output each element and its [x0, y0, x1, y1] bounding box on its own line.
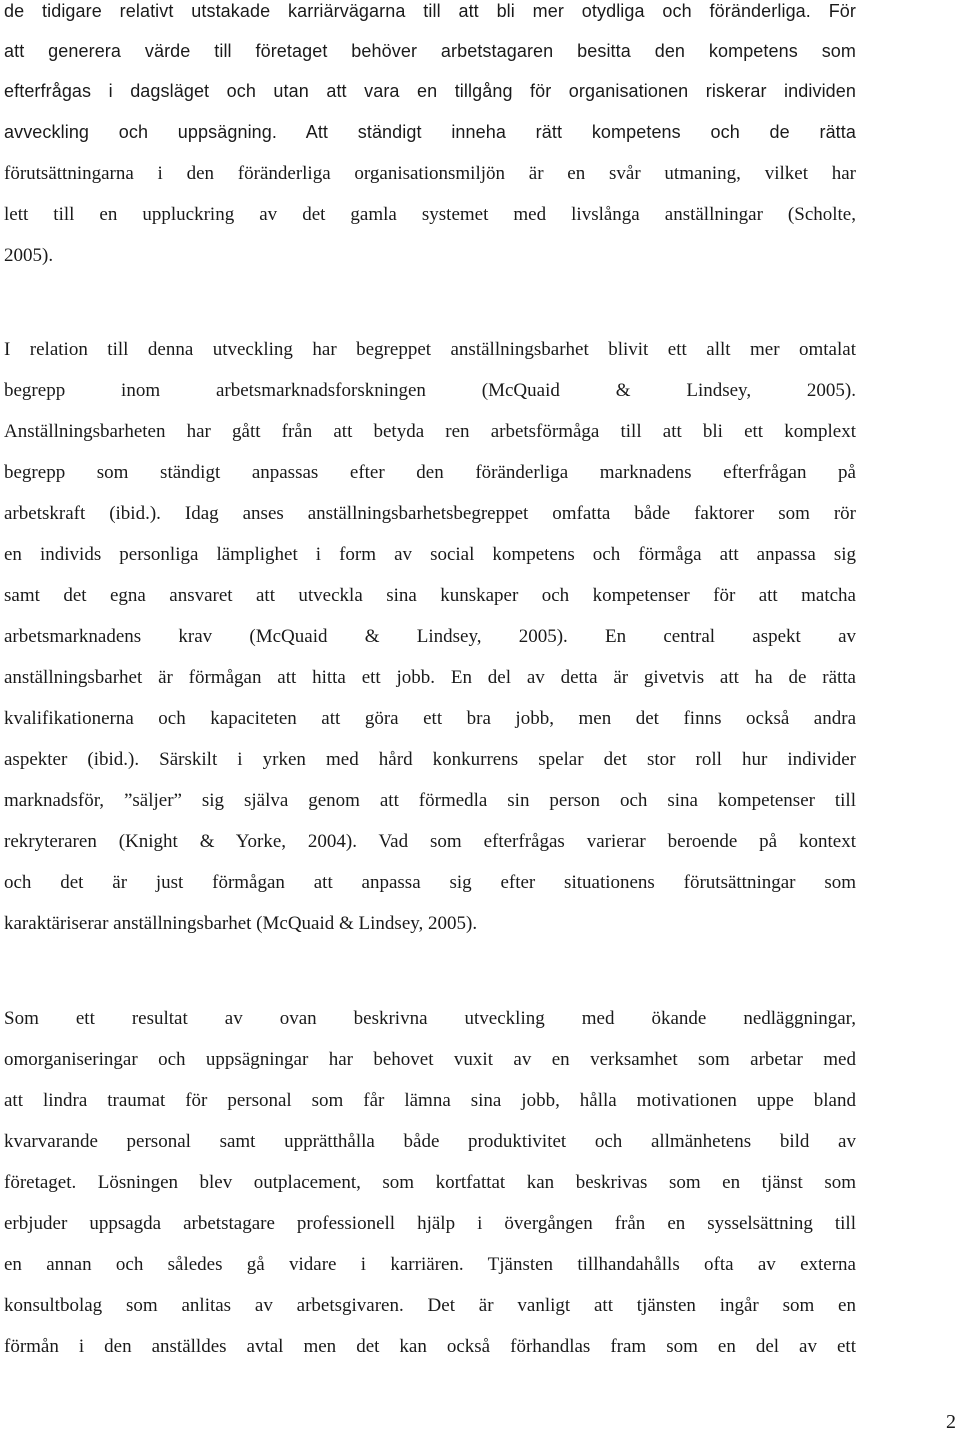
paragraph-1-line-2: att generera värde till företaget behöver arbetstagaren besitta den kompetens som: [4, 41, 856, 61]
paragraph-1-line-4: avveckling och uppsägning. Att ständigt inneha rätt kompetens och de rätta: [4, 122, 856, 142]
paragraph-1-line-6: lett till en uppluckring av det gamla systemet med livslånga anställningar (Scholte,: [4, 204, 856, 225]
paragraph-3-line-3: att lindra traumat för personal som får lämna sina jobb, hålla motivationen uppe bland: [4, 1090, 856, 1111]
paragraph-2-line-2: begrepp inom arbetsmarknadsforskningen (McQuaid & Lindsey, 2005).: [4, 380, 856, 401]
paragraph-2-line-4: begrepp som ständigt anpassas efter den föränderliga marknadens efterfrågan på: [4, 462, 856, 483]
page-number: 2: [946, 1411, 956, 1433]
paragraph-2-line-3: Anställningsbarheten har gått från att betyda ren arbetsförmåga till att bli ett komplext: [4, 421, 856, 442]
paragraph-2-line-12: marknadsför, ”säljer” sig själva genom att förmedla sin person och sina kompetenser till: [4, 790, 856, 811]
paragraph-1-line-3: efterfrågas i dagsläget och utan att vara en tillgång för organisationen riskerar individen: [4, 81, 856, 101]
paragraph-2-line-7: samt det egna ansvaret att utveckla sina kunskaper och kompetenser för att matcha: [4, 585, 856, 606]
paragraph-3-line-9: förmån i den anställdes avtal men det kan också förhandlas fram som en del av ett: [4, 1336, 856, 1357]
paragraph-3-line-2: omorganiseringar och uppsägningar har behovet vuxit av en verksamhet som arbetar med: [4, 1049, 856, 1070]
paragraph-1-line-5: förutsättningarna i den föränderliga organisationsmiljön är en svår utmaning, vilket har: [4, 163, 856, 184]
paragraph-2-line-15: karaktäriserar anställningsbarhet (McQuaid & Lindsey, 2005).: [4, 913, 478, 934]
paragraph-2-line-10: kvalifikationerna och kapaciteten att göra ett bra jobb, men det finns också andra: [4, 708, 856, 729]
paragraph-2-line-8: arbetsmarknadens krav (McQuaid & Lindsey, 2005). En central aspekt av: [4, 626, 856, 647]
paragraph-3-line-8: konsultbolag som anlitas av arbetsgivaren. Det är vanligt att tjänsten ingår som en: [4, 1295, 856, 1316]
paragraph-3-line-5: företaget. Lösningen blev outplacement, som kortfattat kan beskrivas som en tjänst som: [4, 1172, 856, 1193]
paragraph-1-line-7: 2005).: [4, 245, 54, 266]
paragraph-3-line-4: kvarvarande personal samt upprätthålla både produktivitet och allmänhetens bild av: [4, 1131, 856, 1152]
paragraph-2-line-9: anställningsbarhet är förmågan att hitta ett jobb. En del av detta är givetvis att ha de rätta: [4, 667, 856, 688]
paragraph-2-line-11: aspekter (ibid.). Särskilt i yrken med hård konkurrens spelar det stor roll hur individer: [4, 749, 856, 770]
paragraph-1-line-1: de tidigare relativt utstakade karriärvägarna till att bli mer otydliga och föränderliga. För: [4, 1, 856, 21]
paragraph-2-line-6: en individs personliga lämplighet i form av social kompetens och förmåga att anpassa sig: [4, 544, 856, 565]
paragraph-2-line-5: arbetskraft (ibid.). Idag anses anställningsbarhetsbegreppet omfatta både faktorer som rör: [4, 503, 856, 524]
paragraph-2-line-1: I relation till denna utveckling har begreppet anställningsbarhet blivit ett allt mer omtalat: [4, 339, 856, 360]
paragraph-2-line-13: rekryteraren (Knight & Yorke, 2004). Vad som efterfrågas varierar beroende på kontext: [4, 831, 856, 852]
paragraph-3-line-7: en annan och således gå vidare i karriären. Tjänsten tillhandahålls ofta av externa: [4, 1254, 856, 1275]
paragraph-3-line-6: erbjuder uppsagda arbetstagare professionell hjälp i övergången från en sysselsättning till: [4, 1213, 856, 1234]
paragraph-3-line-1: Som ett resultat av ovan beskrivna utveckling med ökande nedläggningar,: [4, 1008, 856, 1029]
paragraph-2-line-14: och det är just förmågan att anpassa sig efter situationens förutsättningar som: [4, 872, 856, 893]
